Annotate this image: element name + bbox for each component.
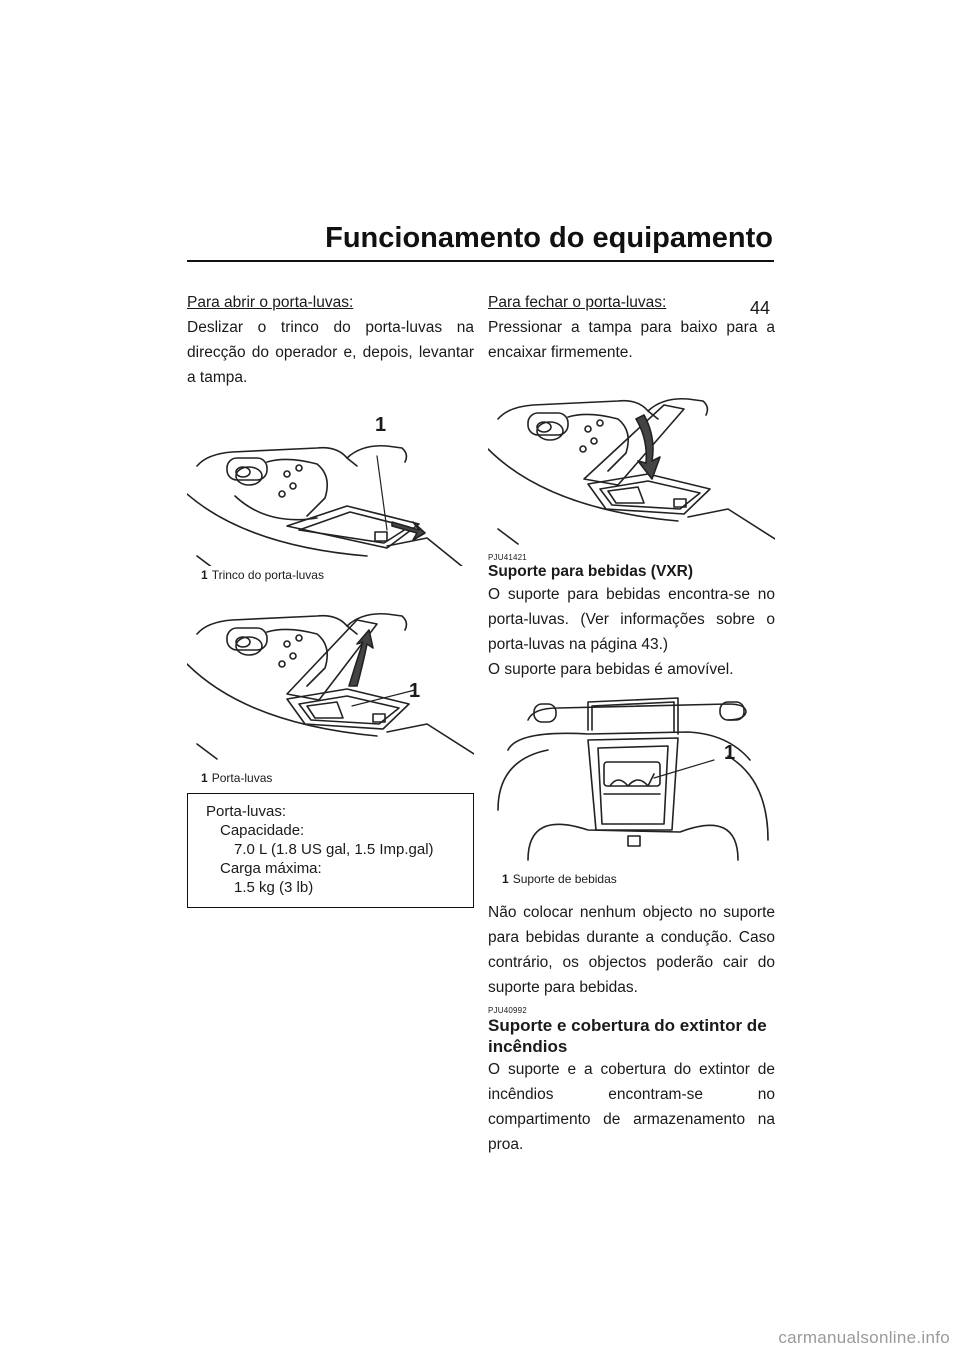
figure-glovebox-open (187, 594, 474, 785)
title-divider (187, 260, 774, 262)
jetski-latch-illustration (187, 406, 474, 566)
extinguisher-heading: Suporte e cobertura do extintor de incêndios (488, 1016, 767, 1056)
figure-glovebox-latch (187, 406, 474, 582)
figure-caption (201, 568, 474, 582)
caption-number: 1 (201, 568, 208, 582)
figure-cup-holder (488, 690, 775, 886)
close-instructions: Pressionar a tampa para baixo para a encaixar firmemente. (488, 319, 775, 361)
figure-caption (502, 872, 775, 886)
spec-load-value: 1.5 kg (3 lb) (234, 879, 314, 896)
caption-number: 1 (201, 771, 208, 785)
callout-number: 1 (724, 742, 736, 764)
figure-glovebox-close (488, 379, 775, 547)
jetski-glovebox-illustration (187, 594, 474, 769)
page-title: Funcionamento do equipamento (325, 222, 773, 254)
right-column (488, 290, 775, 1157)
caption-text: Trinco do porta-luvas (211, 568, 324, 582)
left-column (187, 290, 474, 908)
figure-caption (201, 771, 474, 785)
spec-capacity-value: 7.0 L (1.8 US gal, 1.5 Imp.gal) (234, 841, 434, 858)
cup-holder-text: O suporte para bebidas encontra-se no porta-luvas. (Ver informações sobre o porta-luvas na página 43.) (488, 586, 775, 653)
cup-holder-heading: Suporte para bebidas (VXR) (488, 563, 693, 580)
spec-load-label: Carga máxima: (220, 860, 322, 877)
caption-number: 1 (502, 872, 509, 886)
spec-capacity-label: Capacidade: (220, 822, 305, 839)
cup-holder-warning: Não colocar nenhum objecto no suporte para bebidas durante a condução. Caso contrário, os objectos poderão cair do suporte para bebidas. (488, 904, 775, 996)
callout-number: 1 (409, 680, 421, 702)
specification-box (187, 793, 474, 908)
section-code: PJU40992 (488, 1006, 527, 1015)
close-heading: Para fechar o porta-luvas: (488, 294, 667, 311)
cup-holder-removable: O suporte para bebidas é amovível. (488, 661, 734, 678)
cup-holder-illustration (488, 690, 775, 870)
jetski-close-illustration (488, 379, 775, 547)
page-number: 44 (749, 298, 770, 318)
extinguisher-text: O suporte e a cobertura do extintor de incêndios encontram-se no compartimento de armazenamento na proa. (488, 1061, 775, 1153)
spec-title: Porta-luvas: (206, 803, 287, 820)
callout-number: 1 (375, 414, 387, 436)
caption-text: Suporte de bebidas (512, 872, 617, 886)
caption-text: Porta-luvas (211, 771, 273, 785)
watermark: carmanualsonline.info (778, 1328, 950, 1347)
section-code: PJU41421 (488, 553, 527, 562)
open-heading: Para abrir o porta-luvas: (187, 294, 354, 311)
open-instructions: Deslizar o trinco do porta-luvas na direcção do operador e, depois, levantar a tampa. (187, 319, 474, 386)
